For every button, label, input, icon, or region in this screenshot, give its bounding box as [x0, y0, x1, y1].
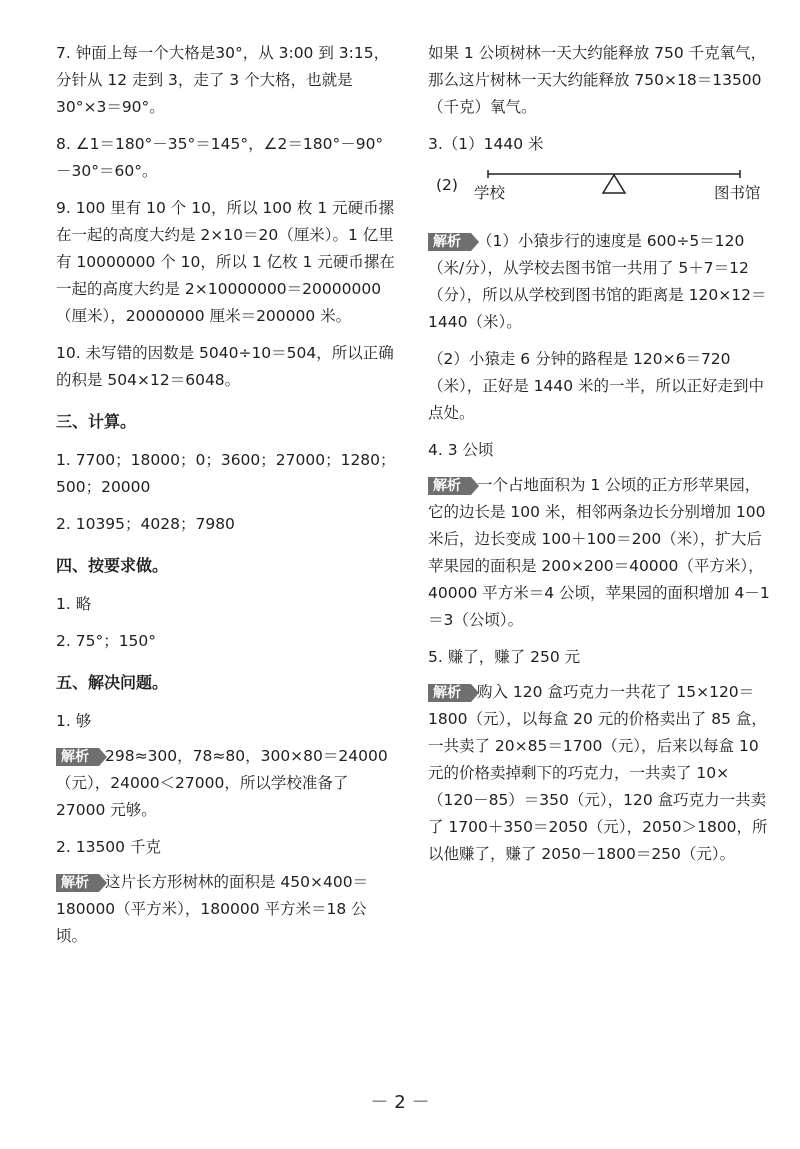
library-label: 图书馆	[714, 184, 761, 202]
section-problems-heading: 五、解决问题。	[56, 673, 169, 692]
explanation-text: 一个占地面积为 1 公顷的正方形苹果园，它的边长是 100 米，相邻两条边长分别增加 100 米后，边长变成 100＋100＝200（米），扩大后苹果园的面积是 200×200＝40000（平方米），40000 平方米＝4 公顷，苹果园的面积增加 4－1＝3（公顷）。	[428, 476, 770, 629]
explanation-text: 298≈300，78≈80，300×80＝24000（元），24000＜27000，所以学校准备了 27000 元够。	[56, 747, 388, 819]
problem-explanation-3-part2: （2）小猿走 6 分钟的路程是 120×6＝720（米），正好是 1440 米的一半，所以正好走到中点处。	[428, 350, 765, 422]
answer-7: 7. 钟面上每一个大格是30°，从 3:00 到 3:15，分针从 12 走到 3，走了 3 个大格，也就是 30°×3＝90°。	[56, 44, 390, 116]
calc-answer-1: 1. 7700；18000；0；3600；27000；1280；500；20000	[56, 451, 396, 496]
problem-explanation-3	[428, 228, 772, 336]
req-answer-2: 2. 75°；150°	[56, 632, 157, 650]
analysis-tag: 解析	[56, 748, 99, 766]
problem-explanation-1	[56, 743, 396, 824]
problem-answer-5: 5. 赚了，赚了 250 元	[428, 648, 581, 666]
problem-2-continued: 如果 1 公顷树林一天大约能释放 750 千克氧气，那么这片树林一天大约能释放 750×18＝13500（千克）氧气。	[428, 44, 767, 116]
req-answer-1: 1. 略	[56, 595, 92, 613]
problem-answer-4: 4. 3 公顷	[428, 441, 494, 459]
school-label: 学校	[474, 184, 506, 202]
calc-answer-2: 2. 10395；4028；7980	[56, 515, 235, 533]
right-column	[428, 40, 772, 878]
problem-answer-3-1: 3.（1）1440 米	[428, 135, 544, 153]
explanation-text: 这片长方形树林的面积是 450×400＝180000（平方米），180000 平方米＝18 公顷。	[56, 873, 369, 945]
explanation-text: 购入 120 盒巧克力一共花了 15×120＝1800（元），以每盒 20 元的价格卖出了 85 盒，一共卖了 20×85＝1700（元），后来以每盒 10 元的价格卖掉剩下的巧克力，一共卖了 10×（120－85）＝350（元），120 盒巧克力一共卖了 1700＋350＝2050（元），2050＞1800，所以他赚了，赚了 2050－1800＝250（元）。	[428, 683, 768, 863]
seesaw-diagram	[428, 166, 772, 214]
problem-explanation-5	[428, 679, 772, 868]
answer-10: 10. 未写错的因数是 5040÷10＝504，所以正确的积是 504×12＝6048。	[56, 344, 394, 389]
section-calculation-heading: 三、计算。	[56, 412, 137, 431]
analysis-tag: 解析	[428, 477, 471, 495]
problem-explanation-4	[428, 472, 772, 634]
page-number: － 2 －	[370, 1092, 430, 1113]
analysis-tag: 解析	[428, 684, 471, 702]
answer-9: 9. 100 里有 10 个 10，所以 100 枚 1 元硬币摞在一起的高度大约是 2×10＝20（厘米）。1 亿里有 10000000 个 10，所以 1 亿枚 1 元硬币摞在一起的高度大约是 2×10000000＝20000000（厘米），20000000 厘米＝200000 米。	[56, 199, 395, 325]
left-column	[56, 40, 396, 960]
analysis-tag: 解析	[428, 233, 471, 251]
answer-8: 8. ∠1＝180°－35°＝145°，∠2＝180°－90°－30°＝60°。	[56, 135, 384, 180]
seesaw-part-label: (2)	[436, 176, 458, 194]
problem-answer-2: 2. 13500 千克	[56, 838, 161, 856]
problem-explanation-2	[56, 869, 396, 950]
explanation-text: （1）小猿步行的速度是 600÷5＝120（米/分），从学校去图书馆一共用了 5＋7＝12（分），所以从学校到图书馆的距离是 120×12＝1440（米）。	[428, 232, 767, 331]
section-requirements-heading: 四、按要求做。	[56, 556, 169, 575]
analysis-tag: 解析	[56, 874, 99, 892]
problem-answer-1: 1. 够	[56, 712, 92, 730]
